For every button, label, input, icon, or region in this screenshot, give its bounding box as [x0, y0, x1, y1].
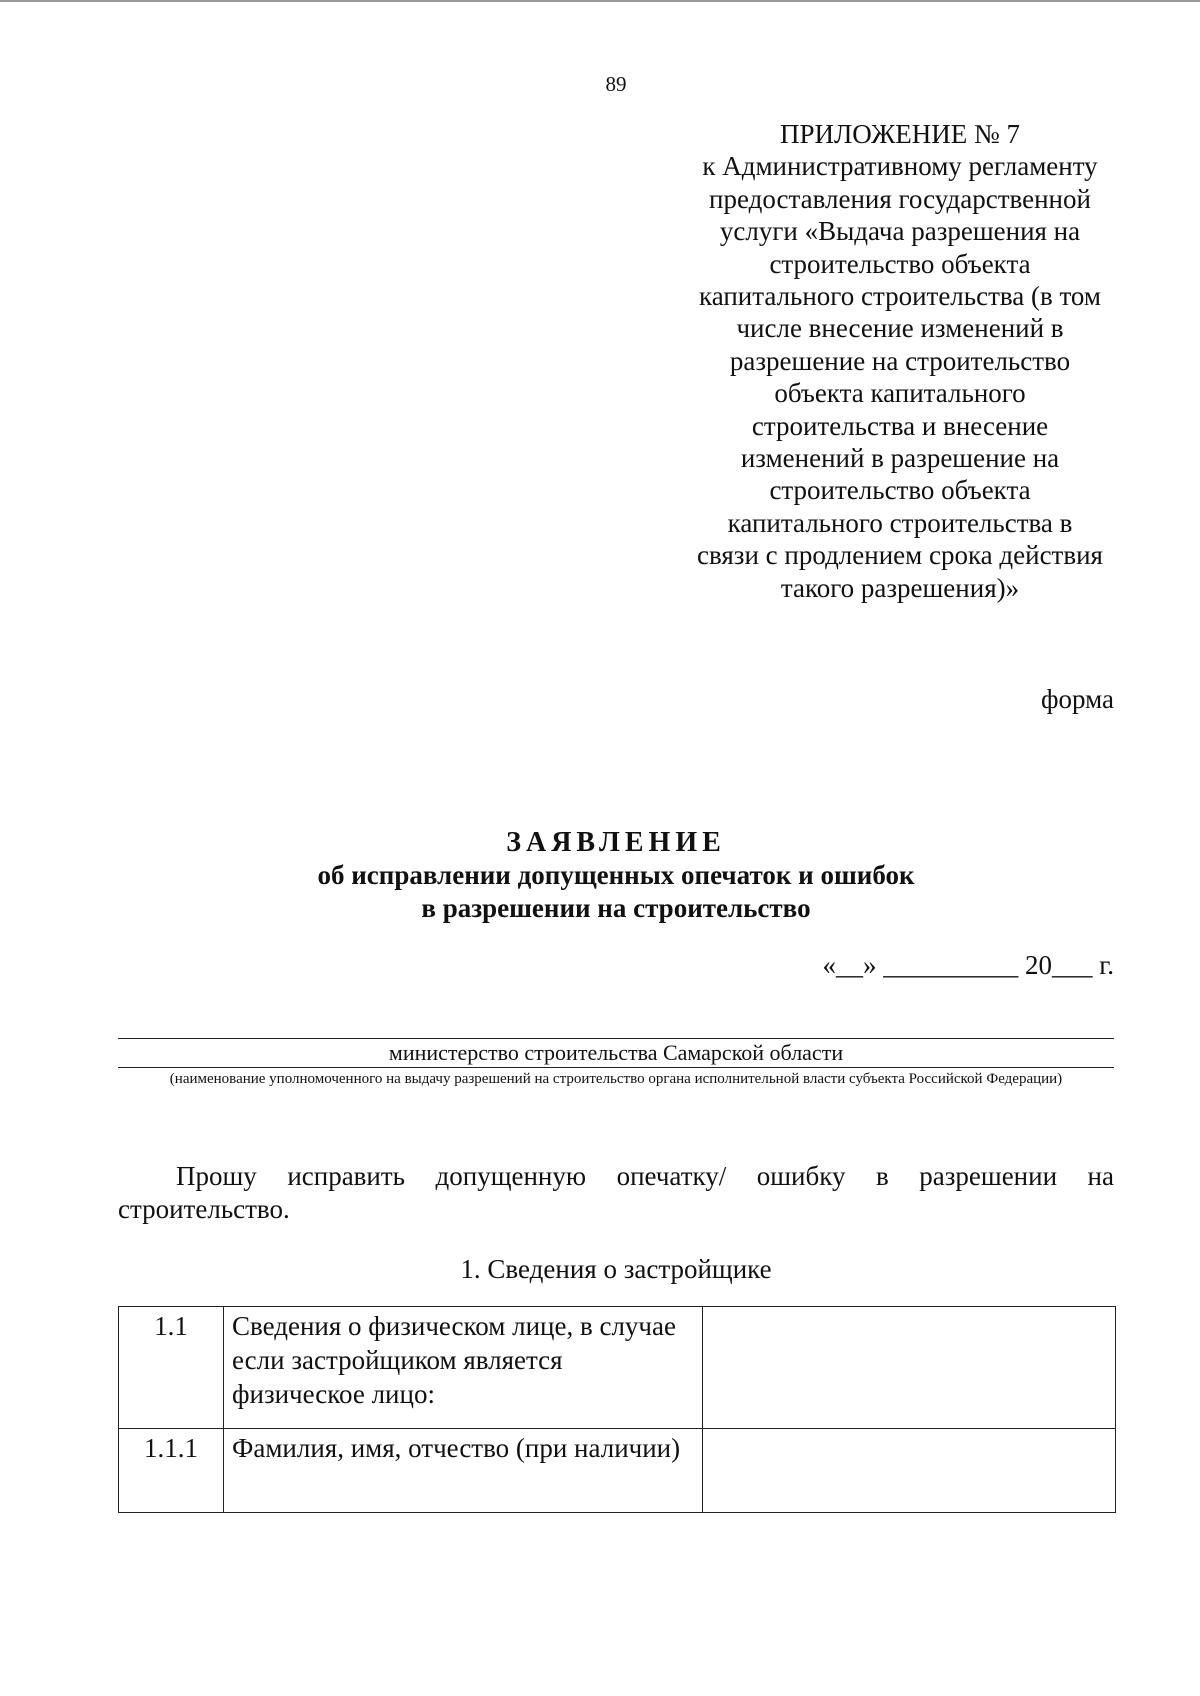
- appendix-line: к Административному регламенту: [702, 151, 1098, 182]
- row-number: 1.1: [119, 1307, 224, 1429]
- authority-caption: (наименование уполномоченного на выдачу разрешений на строительство органа исполнительной власти субъекта Российской Федерации): [169, 1071, 1063, 1087]
- appendix-line: строительство объекта: [769, 248, 1031, 279]
- page-number: 89: [605, 72, 627, 96]
- appendix-line: объекта капитального: [774, 378, 1026, 409]
- appendix-line: ПРИЛОЖЕНИЕ № 7: [779, 119, 1021, 149]
- appendix-line: связи с продлением срока действия: [697, 540, 1103, 571]
- request-paragraph: Прошу исправить допущенную опечатку/ ошибку в разрешении на строительство.: [118, 1161, 1114, 1224]
- row-value-cell[interactable]: [703, 1429, 1116, 1513]
- page-top-edge: [0, 0, 1200, 2]
- row-label: Сведения о физическом лице, в случае если застройщиком является физическое лицо:: [224, 1307, 703, 1429]
- appendix-line: строительство объекта: [769, 475, 1031, 506]
- row-value-cell[interactable]: [703, 1307, 1116, 1429]
- row-number: 1.1.1: [119, 1429, 224, 1513]
- appendix-line: числе внесение изменений в: [736, 313, 1064, 344]
- authority-top-rule: [118, 1038, 1114, 1039]
- appendix-line: предоставления государственной: [709, 183, 1091, 214]
- form-label: форма: [1041, 684, 1114, 714]
- table-row: [119, 1429, 1116, 1513]
- section-1-heading: 1. Сведения о застройщике: [460, 1254, 772, 1284]
- appendix-line: капитального строительства в: [727, 507, 1073, 538]
- table-row: [119, 1307, 1116, 1429]
- row-label: Фамилия, имя, отчество (при наличии): [224, 1429, 703, 1513]
- appendix-line: изменений в разрешение на: [740, 443, 1060, 474]
- appendix-line: строительства и внесение: [751, 410, 1049, 441]
- title-subtitle-line-2: в разрешении на строительство: [421, 893, 811, 923]
- authority-name: министерство строительства Самарской области: [388, 1040, 844, 1065]
- title-heading: ЗАЯВЛЕНИЕ: [506, 827, 726, 858]
- date-field-line: «__» __________ 20___ г.: [822, 950, 1114, 980]
- title-subtitle-line-1: об исправлении допущенных опечаток и ошибок: [317, 860, 915, 890]
- appendix-line: услуги «Выдача разрешения на: [719, 216, 1081, 247]
- appendix-line: разрешение на строительство: [729, 345, 1071, 376]
- authority-bottom-rule: [118, 1067, 1114, 1068]
- document-title: [0, 826, 1200, 925]
- appendix-line: такого разрешения)»: [780, 572, 1020, 603]
- developer-info-table: [118, 1306, 1116, 1513]
- appendix-line: капитального строительства (в том: [698, 281, 1102, 312]
- appendix-block: [680, 118, 1120, 604]
